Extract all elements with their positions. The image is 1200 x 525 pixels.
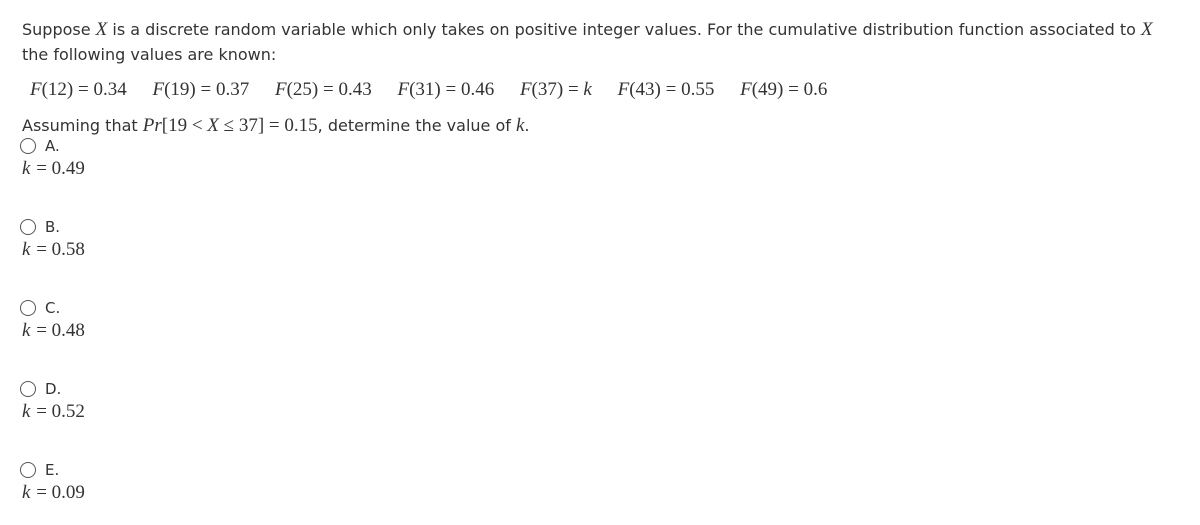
option-answer: k = 0.52 <box>22 401 85 422</box>
known-values-row <box>30 79 827 101</box>
radio-button-e[interactable] <box>20 462 36 478</box>
variable-x: X <box>95 19 108 40</box>
option-answer: k = 0.48 <box>22 320 85 341</box>
question-text <box>22 17 1182 67</box>
known-value: F(25) = 0.43 <box>274 79 372 100</box>
option-answer: k = 0.09 <box>22 482 85 503</box>
option-letter: B. <box>45 218 61 236</box>
question-prompt: Assuming that Pr[19 < X ≤ 37] = 0.15, determine the value of k. <box>22 115 530 136</box>
option-answer: k = 0.58 <box>22 239 85 260</box>
answer-option-e[interactable] <box>20 460 220 504</box>
known-value: F(19) = 0.37 <box>152 79 250 100</box>
question-text-part: is a discrete random variable which only takes on positive integer values. For the cumulative distribution function associated to <box>107 20 1141 39</box>
option-answer: k = 0.49 <box>22 158 85 179</box>
variable-x: X <box>1141 19 1153 40</box>
radio-button-b[interactable] <box>20 219 36 235</box>
known-value: F(49) = 0.6 <box>740 79 828 100</box>
known-value: F(12) = 0.34 <box>30 79 127 100</box>
radio-button-c[interactable] <box>20 300 36 316</box>
answer-option-d[interactable] <box>20 379 220 423</box>
question-text-part: the following values are known: <box>22 45 277 64</box>
option-letter: D. <box>45 380 62 398</box>
radio-button-a[interactable] <box>20 138 36 154</box>
option-letter: E. <box>45 461 60 479</box>
question-text-part: Suppose <box>22 20 96 39</box>
answer-option-b[interactable] <box>20 217 220 261</box>
answer-option-c[interactable] <box>20 298 220 342</box>
known-value: F(43) = 0.55 <box>617 79 715 100</box>
option-letter: C. <box>45 299 61 317</box>
answer-option-a[interactable] <box>20 136 220 180</box>
known-value: F(31) = 0.46 <box>397 79 495 100</box>
option-letter: A. <box>45 137 60 155</box>
radio-button-d[interactable] <box>20 381 36 397</box>
known-value: F(37) = k <box>519 79 592 100</box>
